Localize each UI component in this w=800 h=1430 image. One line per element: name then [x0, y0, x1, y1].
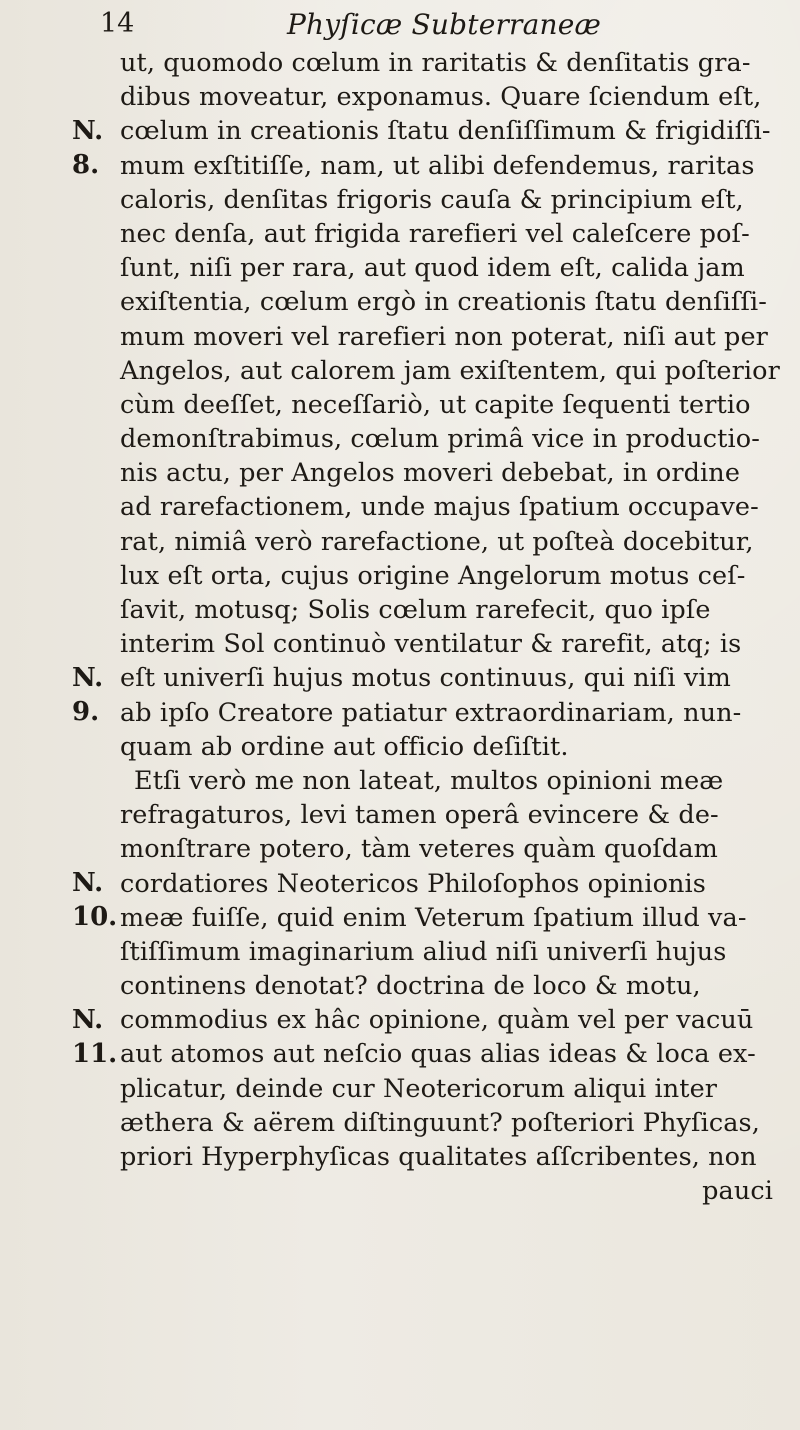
text-line: eſt univerſi hujus motus continuus, qui niſi vim	[120, 663, 731, 694]
text-line: mum moveri vel rarefieri non poterat, niſi aut per	[120, 321, 768, 352]
text-line: ſavit, motusq; Solis cœlum rarefecit, quo ipſe	[120, 595, 711, 625]
text-line: æthera & aërem diſtinguunt? poſteriori Phyſicas,	[120, 1107, 760, 1138]
text-line: exiſtentia, cœlum ergò in creationis ſtatu denſiſſi-	[120, 287, 767, 318]
text-line: priori Hyperphyſicas qualitates aſſcribentes, non	[120, 1142, 757, 1172]
text-line: Etſi verò me non lateat, multos opinioni meæ	[134, 765, 724, 796]
text-line: demonſtrabimus, cœlum primâ vice in productio-	[120, 424, 760, 455]
text-line: interim Sol continuò ventilatur & rarefit, atq; is	[120, 629, 742, 660]
text-line: cùm deeſſet, neceſſariò, ut capite ſequenti tertio	[120, 389, 751, 420]
margin-note-label: N.	[72, 116, 104, 146]
margin-note-number: 9.	[72, 697, 100, 727]
margin-note-number: 11.	[72, 1039, 118, 1069]
text-line: nec denſa, aut frigida rarefieri vel caleſcere poſ-	[120, 218, 750, 249]
text-line: ad rarefactionem, unde majus ſpatium occupave-	[120, 492, 759, 523]
text-line: mum exſtitiſſe, nam, ut alibi defendemus, raritas	[120, 150, 755, 181]
catchword: pauci	[702, 1176, 773, 1207]
text-line: plicatur, deinde cur Neotericorum aliqui inter	[120, 1073, 718, 1104]
text-line: Angelos, aut calorem jam exiſtentem, qui poſterior	[120, 355, 780, 386]
margin-note-label: N.	[72, 663, 104, 693]
text-line: dibus moveatur, exponamus. Quare ſciendum eſt,	[120, 82, 762, 113]
text-line: nis actu, per Angelos moveri debebat, in ordine	[120, 458, 741, 489]
text-line: ab ipſo Creatore patiatur extraordinariam, nun-	[120, 697, 742, 728]
text-line: caloris, denſitas frigoris cauſa & principium eſt,	[120, 184, 744, 215]
text-line: ſunt, niſi per rara, aut quod idem eſt, calida jam	[120, 253, 745, 284]
margin-note-number: 8.	[72, 150, 100, 180]
text-line: aut atomos aut neſcio quas alias ideas & loca ex-	[120, 1039, 756, 1070]
running-head: Phyſicæ Subterraneæ	[287, 8, 602, 41]
text-line: cœlum in creationis ſtatu denſiſſimum & frigidiſſi-	[120, 116, 771, 147]
margin-note-number: 10.	[72, 902, 118, 932]
text-line: continens denotat? doctrina de loco & motu,	[120, 971, 701, 1002]
body-text	[120, 46, 785, 1208]
text-line: quam ab ordine aut officio deſiſtit.	[120, 731, 569, 762]
text-line: monſtrare potero, tàm veteres quàm quoſdam	[120, 834, 718, 865]
text-line: commodius ex hâc opinione, quàm vel per vacuū	[120, 1005, 754, 1036]
text-line: cordatiores Neotericos Philoſophos opinionis	[120, 868, 706, 899]
text-line: meæ fuiſſe, quid enim Veterum ſpatium illud va-	[120, 902, 747, 933]
margin-note-label: N.	[72, 1005, 104, 1035]
text-line: lux eſt orta, cujus origine Angelorum motus ceſ-	[120, 560, 746, 591]
text-line: ut, quomodo cœlum in raritatis & denſitatis gra-	[120, 48, 751, 78]
text-line: ſtiſſimum imaginarium aliud niſi univerſi hujus	[120, 936, 727, 967]
text-line: refragaturos, levi tamen operâ evincere & de-	[120, 800, 719, 831]
page-number: 14	[100, 8, 135, 39]
text-line: rat, nimiâ verò rarefactione, ut poſteà docebitur,	[120, 526, 754, 557]
margin-note-label: N.	[72, 868, 104, 898]
